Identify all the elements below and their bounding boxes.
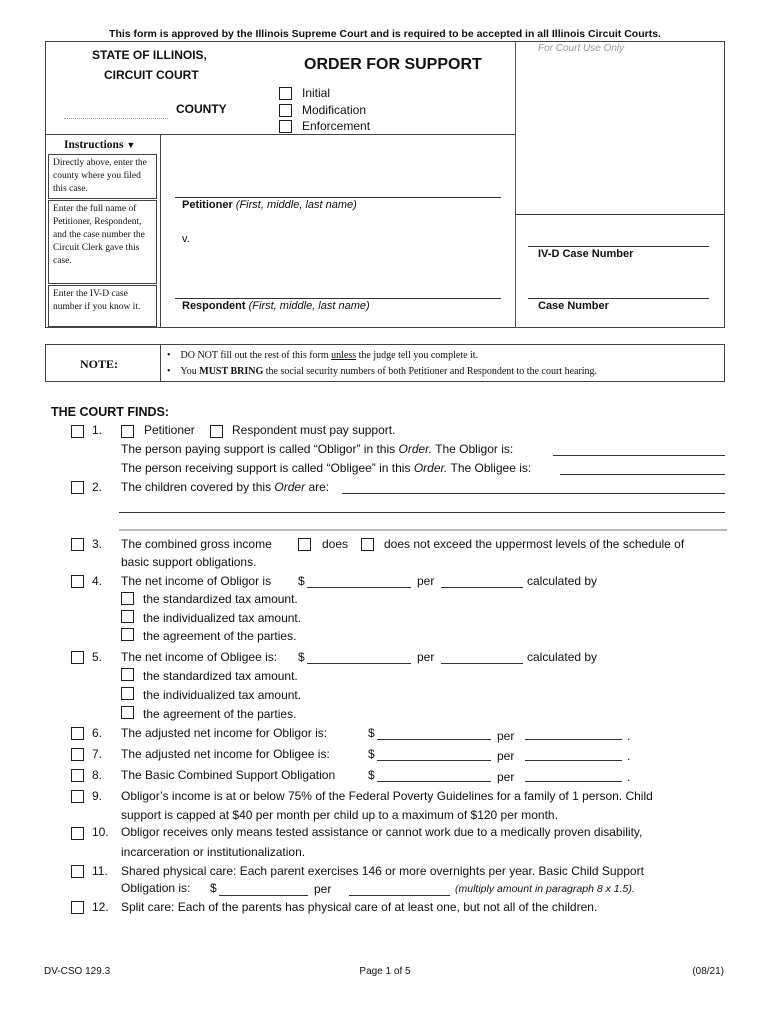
item9-checkbox[interactable]: [71, 790, 84, 803]
obligee-adjusted-dollar: $: [368, 747, 375, 761]
obligee-definition: The person receiving support is called “Obligee” in this Order. The Obligee is:: [121, 461, 532, 475]
means-tested-line-2: incarceration or institutionalization.: [121, 845, 306, 859]
item12-checkbox[interactable]: [71, 901, 84, 914]
court-use-bottom: [515, 214, 725, 215]
basic-obligation-dollar: $: [368, 768, 375, 782]
obligor-calculated-label: calculated by: [527, 574, 598, 588]
county-input[interactable]: [64, 118, 168, 119]
item11-number: 11.: [92, 864, 108, 878]
petitioner-pays-label: Petitioner: [144, 423, 195, 437]
findings-heading: THE COURT FINDS:: [51, 405, 170, 419]
item3-checkbox[interactable]: [71, 538, 84, 551]
item11-checkbox[interactable]: [71, 865, 84, 878]
item8-number: 8.: [92, 768, 103, 782]
circuit-court-label: CIRCUIT COURT: [104, 68, 199, 82]
children-input-2[interactable]: [119, 512, 725, 513]
obligee-agreement-checkbox[interactable]: [121, 706, 134, 719]
form-id: DV-CSO 129.3: [44, 966, 111, 977]
does-not-label: does not exceed the uppermost levels of the schedule of: [384, 537, 685, 551]
item3-number: 3.: [92, 537, 103, 551]
case-number-label: Case Number: [538, 300, 609, 312]
obligor-net-income-input[interactable]: [307, 587, 411, 588]
obligor-adjusted-dollar: $: [368, 726, 375, 740]
obligee-adjusted-per: per: [497, 749, 515, 763]
obligee-agreement-label: the agreement of the parties.: [143, 707, 297, 721]
basic-obligation-period: .: [627, 770, 631, 784]
obligor-standardized-label: the standardized tax amount.: [143, 592, 298, 606]
ivd-help: Enter the IV-D case number if you know it.: [53, 289, 141, 312]
obligee-per-input[interactable]: [441, 663, 523, 664]
shared-care-amount-input[interactable]: [219, 895, 308, 896]
state-label: STATE OF ILLINOIS,: [92, 48, 207, 62]
obligor-name-input[interactable]: [553, 455, 725, 456]
obligee-individualized-label: the individualized tax amount.: [143, 688, 302, 702]
obligee-individualized-checkbox[interactable]: [121, 687, 134, 700]
shared-care-note: (multiply amount in paragraph 8 x 1.5).: [455, 883, 635, 895]
petitioner-input[interactable]: [175, 197, 501, 198]
court-use-divider: [515, 41, 516, 328]
does-not-checkbox[interactable]: [361, 538, 374, 551]
modification-checkbox[interactable]: [279, 104, 292, 117]
versus-label: v.: [182, 233, 190, 245]
basic-obligation-input[interactable]: [377, 781, 491, 782]
enforcement-checkbox[interactable]: [279, 120, 292, 133]
item7-number: 7.: [92, 747, 103, 761]
obligee-adjusted-period: .: [627, 749, 631, 763]
obligee-standardized-label: the standardized tax amount.: [143, 669, 298, 683]
obligor-per-label: per: [417, 574, 435, 588]
obligee-dollar-sign: $: [298, 650, 305, 664]
item7-checkbox[interactable]: [71, 748, 84, 761]
shared-care-line-1: Shared physical care: Each parent exercises 146 or more overnights per year. Basic Child Support: [121, 864, 644, 878]
county-help: Directly above, enter the county where you filed this case.: [53, 158, 147, 194]
item6-number: 6.: [92, 726, 103, 740]
modification-label: Modification: [302, 103, 367, 117]
initial-label: Initial: [302, 86, 331, 100]
poverty-line-2: support is capped at $40 per month per child up to a maximum of $120 per month.: [121, 808, 558, 822]
revision-date: (08/21): [692, 966, 724, 977]
does-label: does: [322, 537, 349, 551]
enforcement-label: Enforcement: [302, 119, 371, 133]
obligor-individualized-label: the individualized tax amount.: [143, 611, 302, 625]
children-label: The children covered by this Order are:: [121, 480, 330, 494]
obligee-net-income-label: The net income of Obligee is:: [121, 650, 278, 664]
names-help: Enter the full name of Petitioner, Respondent, and the case number the Circuit Clerk gave this case.: [53, 204, 145, 266]
combined-income-label: The combined gross income: [121, 537, 272, 551]
instructions-divider: [160, 134, 161, 328]
respondent-caption: Respondent (First, middle, last name): [182, 300, 370, 312]
shared-care-per-input[interactable]: [349, 895, 450, 896]
obligor-adjusted-per-input[interactable]: [525, 739, 622, 740]
obligee-adjusted-label: The adjusted net income for Obligee is:: [121, 747, 330, 761]
item2-number: 2.: [92, 480, 103, 494]
obligee-net-income-input[interactable]: [307, 663, 411, 664]
caret-down-icon: ▼: [126, 140, 136, 150]
obligor-standardized-checkbox[interactable]: [121, 592, 134, 605]
item5-checkbox[interactable]: [71, 651, 84, 664]
obligor-definition: The person paying support is called “Obligor” in this Order. The Obligor is:: [121, 442, 514, 456]
obligee-per-label: per: [417, 650, 435, 664]
obligor-adjusted-label: The adjusted net income for Obligor is:: [121, 726, 328, 740]
obligor-individualized-checkbox[interactable]: [121, 610, 134, 623]
obligee-calculated-label: calculated by: [527, 650, 598, 664]
obligor-adjusted-per: per: [497, 729, 515, 743]
children-input-1[interactable]: [342, 493, 725, 494]
instructions-top-line: [45, 134, 515, 135]
item10-checkbox[interactable]: [71, 827, 84, 840]
means-tested-line-1: Obligor receives only means tested assistance or cannot work due to a medically proven disability,: [121, 825, 643, 839]
shared-care-dollar: $: [210, 881, 217, 895]
item1-checkbox[interactable]: [71, 425, 84, 438]
basic-obligation-per: per: [497, 770, 515, 784]
obligee-standardized-checkbox[interactable]: [121, 668, 134, 681]
instructions-heading: Instructions ▼: [64, 139, 136, 151]
page-number: Page 1 of 5: [359, 966, 411, 977]
obligor-agreement-label: the agreement of the parties.: [143, 629, 297, 643]
obligor-adjusted-period: .: [627, 729, 631, 743]
item9-number: 9.: [92, 789, 103, 803]
ivd-case-label: IV-D Case Number: [538, 248, 634, 260]
respondent-pays-label: Respondent must pay support.: [232, 423, 396, 437]
petitioner-caption: Petitioner (First, middle, last name): [182, 199, 357, 211]
note-line-2: • You MUST BRING the social security numbers of both Petitioner and Respondent to the court hearing.: [167, 366, 598, 377]
basic-support-label: basic support obligations.: [121, 555, 257, 569]
approval-notice: This form is approved by the Illinois Supreme Court and is required to be accepted in all Illinois Circuit Courts.: [109, 28, 661, 40]
respondent-pays-checkbox[interactable]: [210, 425, 223, 438]
item1-number: 1.: [92, 423, 103, 437]
item8-checkbox[interactable]: [71, 769, 84, 782]
item4-number: 4.: [92, 574, 103, 588]
note-label: NOTE:: [80, 357, 119, 371]
form-title: ORDER FOR SUPPORT: [304, 56, 482, 73]
respondent-input[interactable]: [175, 298, 501, 299]
item4-checkbox[interactable]: [71, 575, 84, 588]
obligor-net-income-label: The net income of Obligor is: [121, 574, 272, 588]
obligor-agreement-checkbox[interactable]: [121, 628, 134, 641]
basic-obligation-label: The Basic Combined Support Obligation: [121, 768, 336, 782]
does-checkbox[interactable]: [298, 538, 311, 551]
initial-checkbox[interactable]: [279, 87, 292, 100]
item10-number: 10.: [92, 825, 109, 839]
split-care-label: Split care: Each of the parents has physical care of at least one, but not all of the children.: [121, 900, 598, 914]
petitioner-pays-checkbox[interactable]: [121, 425, 134, 438]
ivd-case-input[interactable]: [528, 246, 709, 247]
section-divider: [119, 529, 727, 531]
obligee-name-input[interactable]: [560, 474, 725, 475]
item2-checkbox[interactable]: [71, 481, 84, 494]
case-number-input[interactable]: [528, 298, 709, 299]
obligor-per-input[interactable]: [441, 587, 523, 588]
item12-number: 12.: [92, 900, 109, 914]
court-use-label: For Court Use Only: [538, 43, 625, 54]
item6-checkbox[interactable]: [71, 727, 84, 740]
obligee-adjusted-input[interactable]: [377, 760, 491, 761]
obligee-adjusted-per-input[interactable]: [525, 760, 622, 761]
poverty-line-1: Obligor’s income is at or below 75% of the Federal Poverty Guidelines for a family of 1 person. Child: [121, 789, 653, 803]
shared-care-line-2: Obligation is:: [121, 881, 191, 895]
note-line-1: • DO NOT fill out the rest of this form unless the judge tell you complete it.: [167, 350, 479, 361]
basic-obligation-per-input[interactable]: [525, 781, 622, 782]
item5-number: 5.: [92, 650, 103, 664]
shared-care-per: per: [314, 882, 332, 896]
obligor-adjusted-input[interactable]: [377, 739, 491, 740]
note-divider: [160, 344, 161, 382]
county-label: COUNTY: [176, 102, 227, 116]
obligor-dollar-sign: $: [298, 574, 305, 588]
